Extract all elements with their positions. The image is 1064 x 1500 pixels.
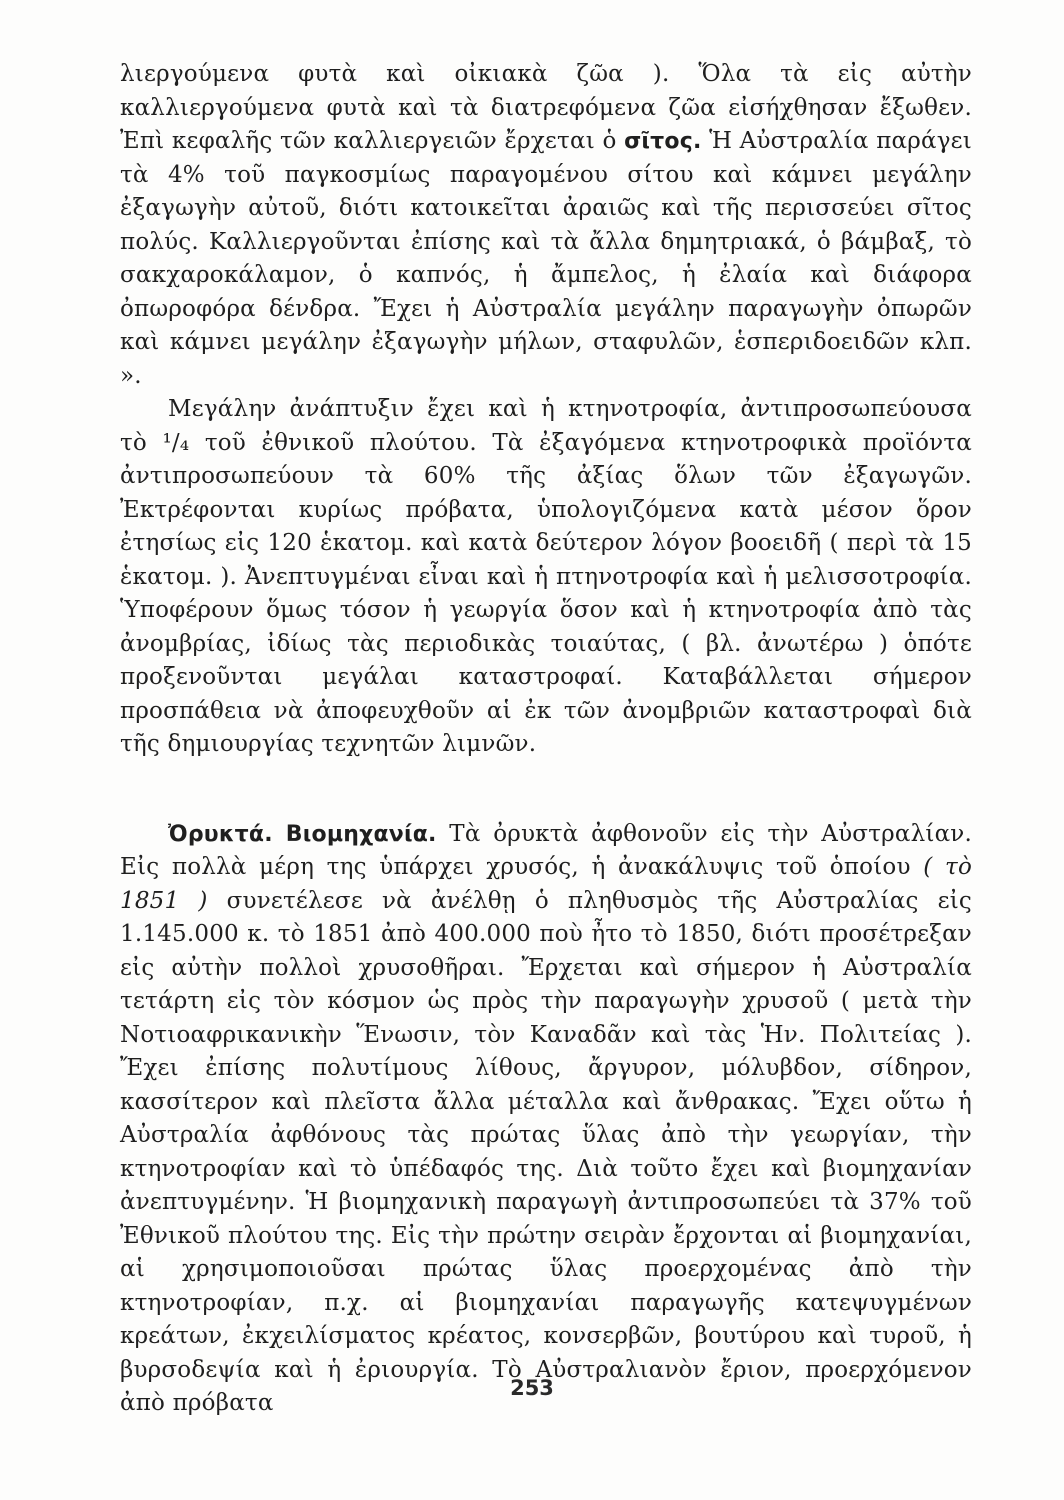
paragraph-crops-text-end: Ἡ Αὐστραλία παράγει τὰ 4% τοῦ παγκοσμίως παραγομένου σίτου καὶ κάμνει μεγάλην ἐξαγωγὴν αὐτοῦ, διότι κατοικεῖται ἀραιῶς καὶ τῆς περισσεύει σῖτος πολύς. Καλλιεργοῦνται ἐπίσης καὶ τὰ ἄλλα δημητριακά, ὁ βάμβαξ, τὸ σακχαροκάλαμον, ὁ καπνός, ἡ ἄμπελος, ἡ ἐλαία καὶ διάφορα ὀπωροφόρα δένδρα. Ἔχει ἡ Αὐστραλία μεγάλην παραγωγὴν ὀπωρῶν καὶ κάμνει μεγάλην ἐξαγωγὴν μήλων, σταφυλῶν, ἑσπεριδοειδῶν κλπ. ». [120, 128, 972, 389]
paragraph-crops [120, 58, 972, 393]
paragraph-crops-text-start: λιεργούμενα φυτὰ καὶ οἰκιακὰ ζῶα ). Ὅλα τὰ εἰς αὐτὴν καλλιεργούμενα φυτὰ καὶ τὰ διατρεφόμενα ζῶα εἰσήχθησαν ἔξωθεν. Ἐπὶ κεφαλῆς τῶν καλλιεργειῶν ἔρχεται ὁ [120, 61, 972, 154]
italic-date-note: ( τὸ 1851 ) [120, 854, 972, 914]
section-heading: Ὀρυκτά. Βιομηχανία. [168, 821, 437, 847]
bold-term-wheat: σῖτος. [624, 129, 702, 154]
page-number: 253 [510, 1376, 554, 1400]
body-text [120, 58, 972, 1421]
paragraph-minerals-industry [120, 818, 972, 1421]
paragraph-minerals-text-start: Τὰ ὀρυκτὰ ἀφθονοῦν εἰς τὴν Αὐστραλίαν. Εἰς πολλὰ μέρη της ὑπάρχει χρυσός, ἡ ἀνακάλυψις τοῦ ὁποίου [120, 820, 972, 880]
paragraph-minerals-text-end: συνετέλεσε νὰ ἀνέλθῃ ὁ πληθυσμὸς τῆς Αὐστραλίας εἰς 1.145.000 κ. τὸ 1851 ἀπὸ 400.000 ποὺ ἦτο τὸ 1850, διότι προσέτρεξαν εἰς αὐτὴν πολλοὶ χρυσοθῆραι. Ἔρχεται καὶ σήμερον ἡ Αὐστραλία τετάρτη εἰς τὸν κόσμον ὡς πρὸς τὴν παραγωγὴν χρυσοῦ ( μετὰ τὴν Νοτιοαφρικανικὴν Ἕνωσιν, τὸν Καναδᾶν καὶ τὰς Ἡν. Πολιτείας ). Ἔχει ἐπίσης πολυτίμους λίθους, ἄργυρον, μόλυβδον, σίδηρον, κασσίτερον καὶ πλεῖστα ἄλλα μέταλλα καὶ ἄνθρακας. Ἔχει οὕτω ἡ Αὐστραλία ἀφθόνους τὰς πρώτας ὕλας ἀπὸ τὴν γεωργίαν, τὴν κτηνοτροφίαν καὶ τὸ ὑπέδαφός της. Διὰ τοῦτο ἔχει καὶ βιομηχανίαν ἀνεπτυγμένην. Ἡ βιομηχανικὴ παραγωγὴ ἀντιπροσωπεύει τὰ 37% τοῦ Ἐθνικοῦ πλούτου της. Εἰς τὴν πρώτην σειρὰν ἔρχονται αἱ βιομηχανίαι, αἱ χρησιμοποιοῦσαι πρώτας ὕλας προερχομένας ἀπὸ τὴν κτηνοτροφίαν, π.χ. αἱ βιομηχανίαι παραγωγῆς κατεψυγμένων κρεάτων, ἐκχειλίσματος κρέατος, κονσερβῶν, βουτύρου καὶ τυροῦ, ἡ βυρσοδεψία καὶ ἡ ἐριουργία. Τὸ Αὐστραλιανὸν ἔριον, προερχόμενον ἀπὸ πρόβατα [120, 887, 972, 1416]
paragraph-livestock: Μεγάλην ἀνάπτυξιν ἔχει καὶ ἡ κτηνοτροφία, ἀντιπροσωπεύουσα τὸ ¹/₄ τοῦ ἐθνικοῦ πλούτου. Τὰ ἐξαγόμενα κτηνοτροφικὰ προϊόντα ἀντιπροσωπεύουν τὰ 60% τῆς ἀξίας ὅλων τῶν ἐξαγωγῶν. Ἐκτρέφονται κυρίως πρόβατα, ὑπολογιζόμενα κατὰ μέσον ὅρον ἐτησίως εἰς 120 ἑκατομ. καὶ κατὰ δεύτερον λόγον βοοειδῆ ( περὶ τὰ 15 ἑκατομ. ). Ἀνεπτυγμέναι εἶναι καὶ ἡ πτηνοτροφία καὶ ἡ μελισσοτροφία. Ὑποφέρουν ὅμως τόσον ἡ γεωργία ὅσον καὶ ἡ κτηνοτροφία ἀπὸ τὰς ἀνομβρίας, ἰδίως τὰς περιοδικὰς τοιαύτας, ( βλ. ἀνωτέρω ) ὁπότε προξενοῦνται μεγάλαι καταστροφαί. Καταβάλλεται σήμερον προσπάθεια νὰ ἀποφευχθοῦν αἱ ἐκ τῶν ἀνομβριῶν καταστροφαὶ διὰ τῆς δημιουργίας τεχνητῶν λιμνῶν. [120, 396, 972, 757]
